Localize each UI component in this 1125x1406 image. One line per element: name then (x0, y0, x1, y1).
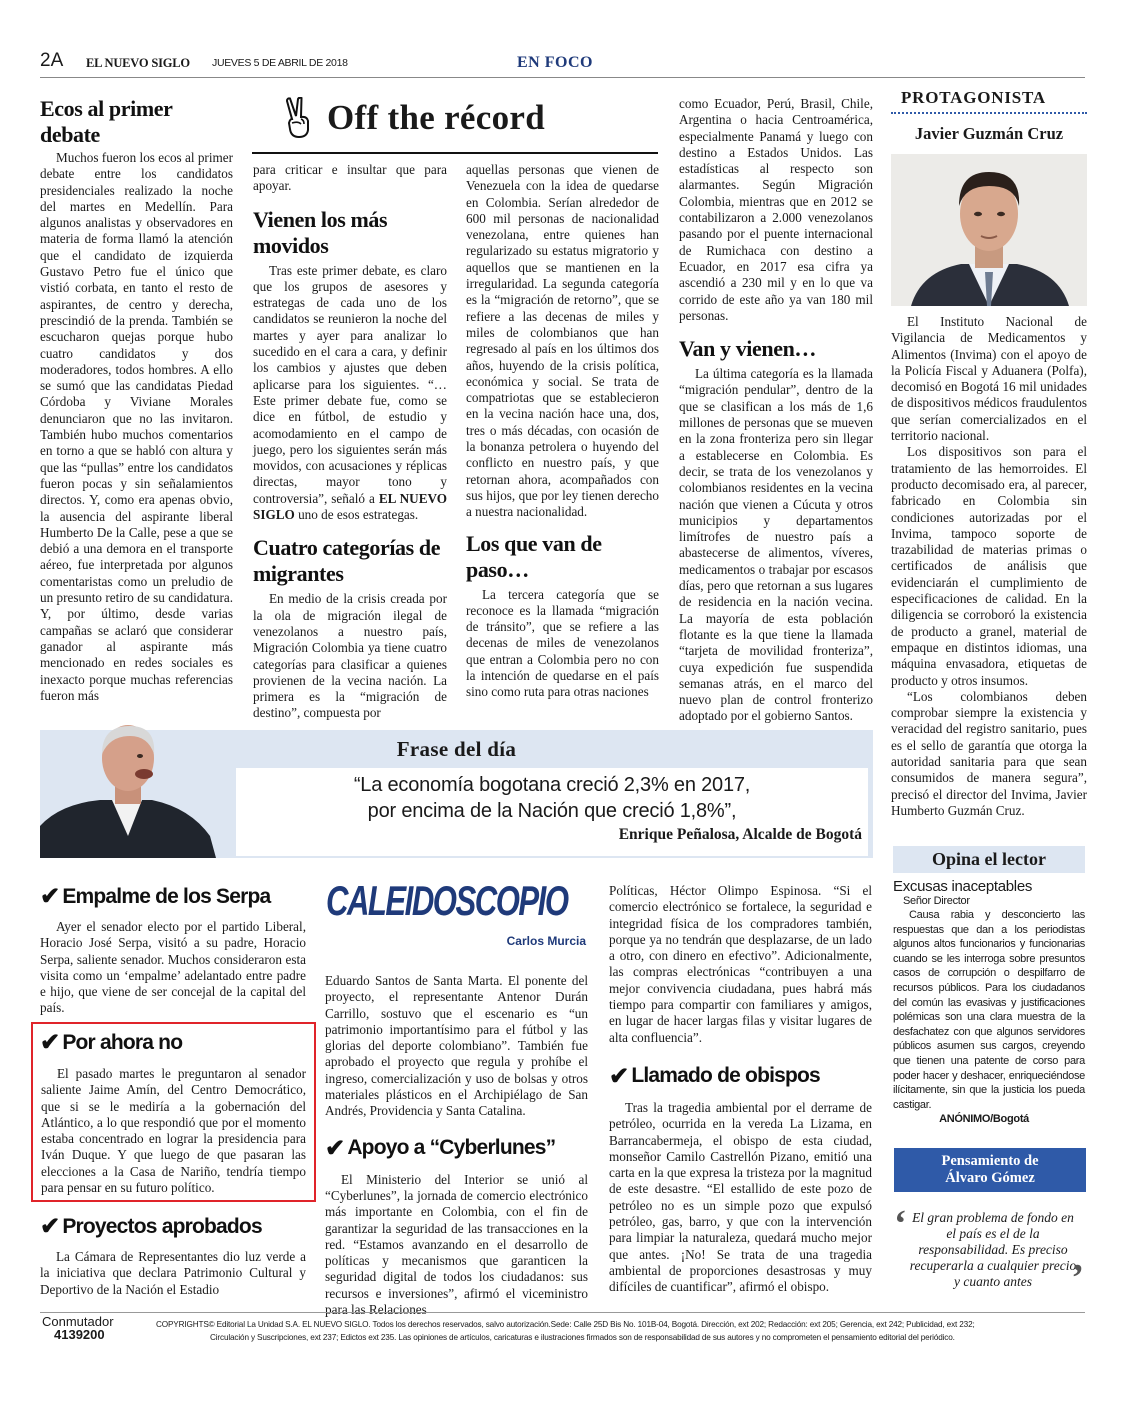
page-header (40, 50, 1085, 78)
vienen-title: Vienen los más movidos (253, 206, 388, 258)
cuatro-title: Cuatro categorías de migrantes (253, 535, 441, 587)
pensamiento-title-2: Álvaro Gómez (945, 1170, 1035, 1186)
frase-quote-line-2: por encima de la Nación que creció 1,8%”, (367, 800, 737, 822)
caleido-column-2 (325, 973, 588, 1318)
col3-body: aquellas personas que vienen de Venezuela con la idea de quedarse en Colombia. Serían alrededor de 600 mil personas de nacionalidad venezolana, entre quienes han regularizado su estatus migratorio y aquellos que se mantienen en la irregularidad. La segunda categoría es la “migración de retorno”, que se refiere a las decenas de miles y miles de colombianos que han regresado al país en los últimos dos años, huyendo de la crisis política, económica y social. Se trata de compatriotas que se establecieron en la vecina nación hace una, dos, tres o más décadas, con ocasión de la bonanza petrolera o huyendo del conflicto en nuestro país, y que retornan ahora, acompañados con sus hijos, que por ley tienen derecho a nuestra nacionalidad. (466, 162, 659, 520)
pensamiento-quote (894, 1203, 1086, 1299)
obispos-title: ✔ Llamado de obispos (609, 1062, 820, 1090)
por-ahora-body: El pasado martes le preguntaron al senador saliente Jaime Amín, del Centro Democrático, que si se le mediría a la gobernación del Atlántico, a lo que respondió que por el momento estaba concentrado en lograr la presidencia para Iván Duque. Y que luego de que pasaran las elecciones a la Casa de Nariño, tendría tiempo para pensar en su futuro político. (41, 1066, 306, 1196)
frase-title: Frase del día (396, 737, 517, 761)
pensamiento-text: El gran problema de fondo en el país es el de la responsabilidad. Es preciso recuperarla a cualquier precio y cuanto antes (909, 1210, 1077, 1289)
frase-del-dia-box (40, 730, 873, 858)
caleido-column-3 (609, 883, 872, 1296)
van-body: La última categoría es la llamada “migración pendular”, dentro de la que se clasifican a los más de 1,6 millones de personas que se mueven en la zona fronteriza pero sin llegar a establecerse en Colombia. Es decir, se trata de los venezolanos y colombianos residentes en la vecina nación que vienen a Cúcuta y otros municipios y departamentos limítrofes de nuestro país a abastecerse de alimentos, víveres, medicamentos o trabajar por escasos días, pero que retornan a sus lugares de residencia en la nación vecina. La mayoría de esta población flotante es la que tiene la llamada “tarjeta de movilidad fronteriza”, cuya expedición fue suspendida semanas atrás, en el marco del nuevo plan de control fronterizo adoptado por el gobierno Santos. (679, 366, 873, 724)
off-record-heading: Off the récord (327, 98, 545, 137)
open-quote-icon: ‘ (894, 1203, 907, 1245)
opina-body: Causa rabia y desconcierto las respuestas que dan a los periodistas algunos altos funcionarios y funcionarias cuando se les interroga sobre presuntos casos de corrupción o despilfarro de recursos públicos. Para los ciudadanos del común las evasivas y justificaciones polémicas son una clara muestra de la desfachatez con que algunos servidores públicos asumen sus cargos, creyendo que tienen una patente de corso para poder hacer y deshacer, enriqueciéndose ilícitamente, sin que la justicia los pueda castigar. (893, 909, 1085, 1111)
checkmark-icon: ✔ (40, 883, 60, 910)
victory-hand-icon (283, 97, 315, 139)
opina-box (893, 846, 1085, 1125)
paso-body: La tercera categoría que se reconoce es la llamada “migración de tránsito”, que se refiere a las decenas de miles de venezolanos que entran a Colombia pero no con la intención de quedarse en el país sino como ruta para otras naciones (466, 586, 659, 700)
page-date: JUEVES 5 DE ABRIL DE 2018 (212, 57, 348, 69)
page-number: 2A (40, 50, 64, 71)
off-record-rule (252, 152, 658, 154)
footer-copyright-2: Circulación y Suscripciones, ext 237; Edictos ext 235. Las opiniones de artículos, caricaturas e ilustraciones firmados son de responsabilidad de sus autores y no comprometen el pensamiento editorial del periódico. (210, 1333, 955, 1342)
frase-author: Enrique Peñalosa, Alcalde de Bogotá (618, 826, 862, 843)
obispos-body: Tras la tragedia ambiental por el derrame de petróleo, ocurrida en la vereda La Lizama, en Barrancabermeja, el obispo de esta ciudad, monseñor Camilo Castrellón Pizano, emitió una carta en la que expresa la tristeza por la magnitud de este desastre. “El estallido de este pozo de petróleo no es un simple pozo que expulsó petróleo, gas, barro, y que con la intervención para limpiar la naturaleza, quedará mucho mejor que antes. ¡No! Se trata de una tragedia ambiental de proporciones desastrosas y muy difíciles de cuantificar”, afirmó el obispo. (609, 1099, 872, 1295)
dotted-rule (891, 112, 1087, 114)
col4-body: como Ecuador, Perú, Brasil, Chile, Argentina o hacia Centroamérica, especialmente Panamá y luego con destino a Estados Unidos. Las estadísticas al respecto son alarmantes. Según Migración Colombia, mientras que en 2012 se contabilizaron a 2.000 venezolanos pasando por el puente internacional de Rumichaca con destino a Ecuador, en 2017 esa cifra ya ascendió a 230 mil y en lo que va corrido de este año ya van 180 mil personas. (679, 96, 873, 323)
ecos-title: Ecos al primer debate (40, 96, 173, 147)
checkmark-icon: ✔ (40, 1213, 60, 1240)
caleido-column-1 (40, 882, 306, 1017)
off-the-record-title (283, 96, 623, 140)
portrait-man-icon (891, 154, 1087, 306)
paper-name: EL NUEVO SIGLO (86, 56, 190, 70)
checkmark-icon: ✔ (325, 1134, 345, 1162)
off-record-column-3 (466, 162, 659, 701)
protagonista-box (891, 88, 1087, 819)
off-record-column-2 (253, 162, 447, 722)
close-quote-icon: ’ (1071, 1257, 1084, 1299)
checkmark-icon: ✔ (40, 1029, 60, 1056)
caleidoscopio-author: Carlos Murcia (506, 934, 586, 948)
ecos-body: Muchos fueron los ecos al primer debate entre los candidatos presidenciales realizado la noche del martes en Medellín. Para algunos analistas y observadores en materia de forma llamó la atención que el candidato de izquierda Gustavo Petro fue el único que vistió corbata, en tanto el resto de aspirantes, de centro y derecha, prescindió de la prenda. También se escucharon quejas porque hubo cuatro candidatos y dos moderadores, todos hombres. A ello se sumó que las candidatas Piedad Córdoba y Viviane Morales denunciaron que no las invitaron. También hubo muchos comentarios en torno a que se habló con altura y que las “pullas” entre los candidatos fueron pocas y sin señalamientos directos. Y, como era apenas obvio, la ausencia del aspirante liberal Humberto De la Calle, pese a que se debió a una demora en el transporte aéreo, fue interpretada por algunos comentaristas como un preludio de un presunto retiro de su candidatura. Y, por último, desde varias campañas se aclaró que considerar ganador al aspirante más mencionado en redes sociales es inexacto porque muchas referencias fueron más (40, 150, 233, 703)
protagonista-body-3: “Los colombianos deben comprobar siempre la existencia y veracidad del registro sanitario, pues es el sello de garantía que otorga la autoridad sanitaria para que sean consumidos de manera segura”, precisó el director del Invima, Javier Humberto Guzmán Cruz. (891, 688, 1087, 818)
opina-salutation: Señor Director (903, 895, 970, 907)
checkmark-icon: ✔ (609, 1062, 629, 1090)
off-record-column-4 (679, 96, 873, 725)
caleidoscopio-header (326, 878, 586, 948)
pensamiento-header (894, 1148, 1086, 1192)
proyectos-section (40, 1212, 306, 1298)
opina-headline: Excusas inaceptables (893, 878, 1033, 895)
cyber-body: El Ministerio del Interior se unió al “Cyberlunes”, la jornada de comercio electrónico más importante en Colombia, con el fin de garantizar la seguridad de las transacciones en la red. “Estamos avanzando en el desarrollo de políticas y mecanismos que garanticen la seguridad digital de todos los ciudadanos: sus recursos e inversiones”, afirmó el viceministro para las Relaciones (325, 1171, 588, 1318)
vienen-body: Tras este primer debate, es claro que los grupos de asesores y estrategas de cada uno de los candidatos se reunieron la noche del martes y ayer para analizar lo sucedido en el cara a cara, y definir los cambios y ajustes que deben aplicarse para los siguientes. “… Este primer debate fue, como se dice en fútbol, de estudio y acomodamiento en el campo de juego, pero los siguientes serán más movidos, con acusaciones y réplicas directas, mayor tono y controversia”, señaló a EL NUEVO SIGLO uno de esos estrategas. (253, 262, 448, 523)
footer-copyright-1: COPYRIGHTS© Editorial La Unidad S.A. EL NUEVO SIGLO. Todos los derechos reservados, salvo autorización.Sede: Calle 25D Bis No. 101B-04, Bogotá. Dirección, ext 202; Redacción: ext 205; Gerencia, ext 242; Publicidad, ext 232; (156, 1320, 975, 1329)
empalme-body: Ayer el senador electo por el partido Liberal, Horacio José Serpa, visitó a su padre, Horacio Serpa, saliente senador. Muchos consideraron esta visita como un ‘empalme’ adelantado entre padre e hijo, que viene de ser concejal de la capital del país. (40, 919, 306, 1016)
protagonista-name: Javier Guzmán Cruz (914, 124, 1064, 143)
caleidoscopio-title: CALEIDOSCOPIO (326, 877, 568, 924)
protagonista-body-1: El Instituto Nacional de Vigilancia de Medicamentos y Alimentos (Invima) con el apoyo de la Policía Fiscal y Aduanera (Polfa), decomisó en Bogotá 16 mil unidades de dispositivos médicos fraudulentos que serían comercializados en el territorio nacional. (891, 314, 1087, 444)
frase-quote-line-1: “La economía bogotana creció 2,3% en 2017, (353, 774, 751, 796)
caleido-col2-body: Eduardo Santos de Santa Marta. El ponente del proyecto, el representante Antenor Durán Carrillo, sostuvo que el escenario es “un patrimonio importantísimo para el fútbol y las glorias del deporte colombiano”. También fue aprobado el proyecto que regula y prohíbe el ingreso, comercialización y uso de bolsas y otros materiales plásticos en el Archipiélago de San Andrés, Providencia y Santa Catalina. (325, 973, 588, 1119)
pensamiento-title-1: Pensamiento de (941, 1153, 1039, 1169)
section-name: EN FOCO (517, 54, 593, 71)
footer-rule (40, 1312, 1085, 1313)
opina-signature: ANÓNIMO/Bogotá (939, 1113, 1029, 1126)
caleido-col3-body: Políticas, Héctor Olimpo Espinosa. “Si el comercio electrónico se fortalece, la seguridad e integridad física de los compradores también, porque ya no tendrán que desplazarse, de un lado a otro, con dinero en efectivo”. Adicionalmente, las compras electrónicas “contribuyen a una mejor convivencia ciudadana, pues habrá más tiempo para compartir con familiares y amigos, en lugar de hacer largas filas y visitar lugares de alta confluencia”. (609, 883, 872, 1045)
proyectos-body: La Cámara de Representantes dio luz verde a la iniciativa que declara Patrimonio Cultural y Deportivo de la Nación el Estadio (40, 1249, 306, 1297)
paso-title: Los que van de paso… (466, 530, 602, 582)
protagonista-label: PROTAGONISTA (901, 88, 1046, 107)
conmutador-label: Conmutador (42, 1314, 114, 1329)
cyber-title: ✔ Apoyo a “Cyberlunes” (325, 1134, 556, 1162)
col2-continuation: para criticar e insultar que para apoyar. (253, 162, 447, 194)
opina-title: Opina el lector (893, 846, 1085, 873)
ecos-column (40, 96, 233, 704)
protagonista-body-2: Los dispositivos son para el tratamiento de las hemorroides. El producto decomisado era, al parecer, fabricado en Colombia sin condiciones autorizadas por el Invima, tampoco soporte de trazabilidad de materias primas o certificados de análisis que evidenciarán el cumplimiento de especificaciones de calidad. En la diligencia se corroboró la existencia de producto a granel, material de empaque en distintos idiomas, una máquina envasadora, etiquetas de producto y otros insumos. (891, 444, 1087, 688)
frase-inner (236, 768, 868, 856)
van-title: Van y vienen… (679, 336, 817, 362)
proyectos-title: ✔ Proyectos aprobados (40, 1213, 262, 1240)
empalme-title: ✔ Empalme de los Serpa (40, 883, 271, 910)
conmutador-number: 4139200 (54, 1327, 105, 1342)
portrait-photo (891, 154, 1087, 306)
por-ahora-no-box (31, 1022, 316, 1202)
por-ahora-title: ✔ Por ahora no (40, 1029, 183, 1056)
cuatro-body: En medio de la crisis creada por la ola de migración ilegal de venezolanos a nuestro país, Migración Colombia ya tiene cuatro categorías para clasificar a quienes provienen de la vecina nación. La primera es la “migración de destino”, compuesta por (253, 591, 447, 721)
